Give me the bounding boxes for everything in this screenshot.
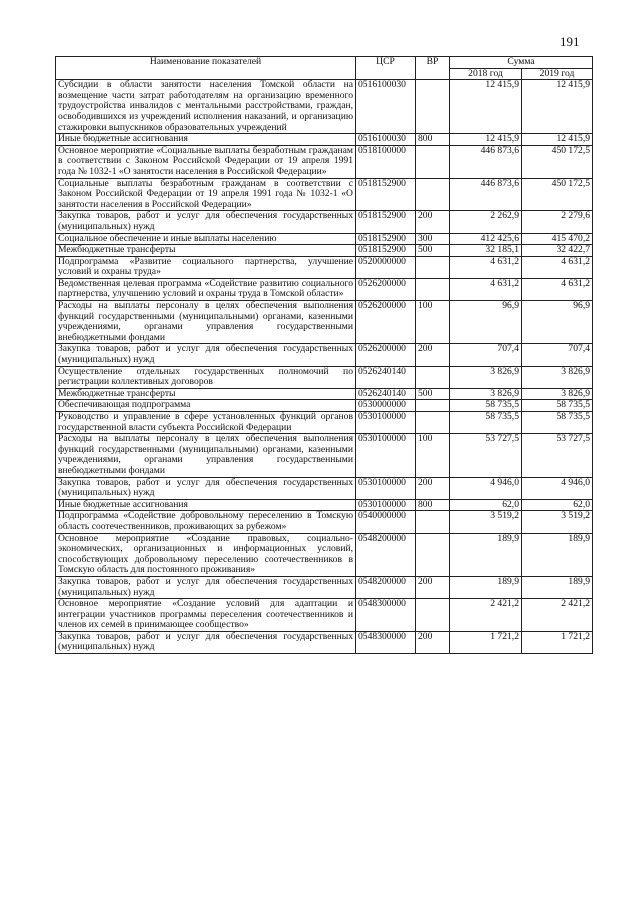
row-sum-2019: 189,9 <box>522 533 593 576</box>
row-sum-2018: 189,9 <box>450 533 522 576</box>
row-csr: 0530100000 <box>356 412 416 434</box>
row-csr: 0518152900 <box>356 245 416 257</box>
row-sum-2018: 58 735,5 <box>450 400 522 412</box>
header-csr: ЦСР <box>356 57 416 80</box>
row-vr: 200 <box>416 344 450 366</box>
row-name: Субсидии в области занятости населения Томской области на возмещение части затрат работодателям на организацию временного трудоустройства инвалидов с ментальными расстройствами, граждан, освободившихся из учреждений исполнения наказаний, и организацию стажировки выпускников образовательных учреждений <box>56 80 356 134</box>
row-name: Закупка товаров, работ и услуг для обеспечения государственных (муниципальных) нужд <box>56 211 356 233</box>
row-sum-2019: 3 826,9 <box>522 388 593 400</box>
row-vr: 500 <box>416 245 450 257</box>
row-vr: 200 <box>416 631 450 653</box>
row-name: Руководство и управление в сфере установленных функций органов государственной власти субъекта Российской Федерации <box>56 412 356 434</box>
row-csr: 0518152900 <box>356 211 416 233</box>
row-sum-2019: 4 946,0 <box>522 477 593 499</box>
row-vr: 800 <box>416 134 450 146</box>
page-number: 191 <box>560 34 580 49</box>
row-vr: 500 <box>416 388 450 400</box>
row-name: Ведомственная целевая программа «Содействие развитию социального партнерства, улучшению условий и охраны труда в Томской области» <box>56 278 356 300</box>
table-row <box>56 211 593 233</box>
table-row <box>56 134 593 146</box>
header-sum: Сумма <box>450 57 593 69</box>
row-sum-2018: 62,0 <box>450 499 522 511</box>
row-sum-2018: 707,4 <box>450 344 522 366</box>
row-csr: 0526200000 <box>356 278 416 300</box>
table-row <box>56 599 593 632</box>
header-year-2019: 2019 год <box>522 68 593 80</box>
row-name: Социальное обеспечение и иные выплаты населению <box>56 233 356 245</box>
row-csr: 0530100000 <box>356 499 416 511</box>
row-vr: 200 <box>416 211 450 233</box>
row-name: Закупка товаров, работ и услуг для обеспечения государственных (муниципальных) нужд <box>56 576 356 598</box>
row-csr: 0530100000 <box>356 477 416 499</box>
row-sum-2018: 58 735,5 <box>450 412 522 434</box>
row-vr <box>416 599 450 632</box>
row-name: Расходы на выплаты персоналу в целях обеспечения выполнения функций государственными (муниципальными) органами, казенными учреждениями, органами управления государственными внебюджетными фондами <box>56 301 356 344</box>
row-sum-2018: 12 415,9 <box>450 134 522 146</box>
row-sum-2019: 450 172,5 <box>522 178 593 211</box>
row-csr: 0518152900 <box>356 178 416 211</box>
row-vr <box>416 366 450 388</box>
header-name: Наименование показателей <box>56 57 356 80</box>
table-row <box>56 80 593 134</box>
row-csr: 0548200000 <box>356 576 416 598</box>
row-sum-2018: 3 519,2 <box>450 511 522 533</box>
row-vr: 200 <box>416 477 450 499</box>
row-sum-2018: 446 873,6 <box>450 145 522 178</box>
row-name: Основное мероприятие «Социальные выплаты безработным гражданам в соответствии с Законом Российской Федерации от 19 апреля 1991 года № 1032-1 «О занятости населения в Российской Федерации» <box>56 145 356 178</box>
row-vr <box>416 511 450 533</box>
row-sum-2019: 1 721,2 <box>522 631 593 653</box>
row-sum-2018: 3 826,9 <box>450 366 522 388</box>
table-row <box>56 477 593 499</box>
row-sum-2018: 4 631,2 <box>450 278 522 300</box>
table-row <box>56 344 593 366</box>
row-sum-2018: 412 425,6 <box>450 233 522 245</box>
table-row <box>56 245 593 257</box>
table-row <box>56 631 593 653</box>
row-csr: 0548200000 <box>356 533 416 576</box>
row-name: Межбюджетные трансферты <box>56 245 356 257</box>
row-sum-2018: 12 415,9 <box>450 80 522 134</box>
row-sum-2019: 3 519,2 <box>522 511 593 533</box>
row-sum-2019: 415 470,2 <box>522 233 593 245</box>
row-name: Подпрограмма «Развитие социального партнерства, улучшение условий и охраны труда» <box>56 256 356 278</box>
row-sum-2018: 4 631,2 <box>450 256 522 278</box>
row-name: Межбюджетные трансферты <box>56 388 356 400</box>
row-sum-2019: 2 421,2 <box>522 599 593 632</box>
row-csr: 0526200000 <box>356 344 416 366</box>
row-csr: 0526200000 <box>356 301 416 344</box>
row-sum-2019: 12 415,9 <box>522 80 593 134</box>
row-sum-2018: 1 721,2 <box>450 631 522 653</box>
table-row <box>56 499 593 511</box>
row-vr: 100 <box>416 434 450 477</box>
row-csr: 0526240140 <box>356 366 416 388</box>
row-csr: 0548300000 <box>356 599 416 632</box>
row-csr: 0530100000 <box>356 434 416 477</box>
row-csr: 0520000000 <box>356 256 416 278</box>
row-sum-2019: 53 727,5 <box>522 434 593 477</box>
row-vr: 100 <box>416 301 450 344</box>
row-name: Основное мероприятие «Создание правовых, социально-экономических, организационных и информационных условий, способствующих добровольному переселению соотечественников в Томскую область для постоянного проживания» <box>56 533 356 576</box>
row-name: Основное мероприятие «Создание условий для адаптации и интеграции участников программы переселения соотечественников и членов их семей в принимающее сообщество» <box>56 599 356 632</box>
table-row <box>56 400 593 412</box>
row-csr: 0516100030 <box>356 80 416 134</box>
row-vr: 200 <box>416 576 450 598</box>
table-row <box>56 511 593 533</box>
row-vr <box>416 145 450 178</box>
row-sum-2019: 707,4 <box>522 344 593 366</box>
row-name: Закупка товаров, работ и услуг для обеспечения государственных (муниципальных) нужд <box>56 631 356 653</box>
row-name: Осуществление отдельных государственных полномочий по регистрации коллективных договоров <box>56 366 356 388</box>
row-vr <box>416 533 450 576</box>
table-body <box>56 80 593 654</box>
budget-table <box>55 56 593 654</box>
row-csr: 0518100000 <box>356 145 416 178</box>
row-name: Иные бюджетные ассигнования <box>56 134 356 146</box>
row-name: Обеспечивающая подпрограмма <box>56 400 356 412</box>
row-sum-2019: 3 826,9 <box>522 366 593 388</box>
row-csr: 0516100030 <box>356 134 416 146</box>
row-csr: 0530000000 <box>356 400 416 412</box>
table-row <box>56 145 593 178</box>
row-vr: 300 <box>416 233 450 245</box>
row-csr: 0526240140 <box>356 388 416 400</box>
row-sum-2018: 2 421,2 <box>450 599 522 632</box>
row-sum-2018: 4 946,0 <box>450 477 522 499</box>
table-row <box>56 576 593 598</box>
row-sum-2019: 58 735,5 <box>522 412 593 434</box>
table-row <box>56 533 593 576</box>
header-vr: ВР <box>416 57 450 80</box>
row-vr: 800 <box>416 499 450 511</box>
row-sum-2019: 96,9 <box>522 301 593 344</box>
row-csr: 0540000000 <box>356 511 416 533</box>
table-row <box>56 388 593 400</box>
row-vr <box>416 400 450 412</box>
row-sum-2019: 58 735,5 <box>522 400 593 412</box>
row-sum-2019: 450 172,5 <box>522 145 593 178</box>
row-vr <box>416 178 450 211</box>
table-row <box>56 366 593 388</box>
row-name: Подпрограмма «Содействие добровольному переселению в Томскую область соотечественников, проживающих за рубежом» <box>56 511 356 533</box>
row-sum-2018: 53 727,5 <box>450 434 522 477</box>
table-row <box>56 178 593 211</box>
table-header <box>56 57 593 80</box>
row-name: Закупка товаров, работ и услуг для обеспечения государственных (муниципальных) нужд <box>56 477 356 499</box>
row-name: Иные бюджетные ассигнования <box>56 499 356 511</box>
row-sum-2018: 189,9 <box>450 576 522 598</box>
row-sum-2018: 32 185,1 <box>450 245 522 257</box>
table-row <box>56 301 593 344</box>
table-row <box>56 256 593 278</box>
row-sum-2018: 3 826,9 <box>450 388 522 400</box>
row-sum-2019: 12 415,9 <box>522 134 593 146</box>
row-sum-2018: 446 873,6 <box>450 178 522 211</box>
row-sum-2019: 4 631,2 <box>522 256 593 278</box>
row-vr <box>416 412 450 434</box>
row-vr <box>416 80 450 134</box>
row-sum-2018: 2 262,9 <box>450 211 522 233</box>
table-row <box>56 434 593 477</box>
table-row <box>56 233 593 245</box>
row-sum-2019: 4 631,2 <box>522 278 593 300</box>
row-vr <box>416 256 450 278</box>
header-year-2018: 2018 год <box>450 68 522 80</box>
row-sum-2019: 189,9 <box>522 576 593 598</box>
row-vr <box>416 278 450 300</box>
row-sum-2018: 96,9 <box>450 301 522 344</box>
table-row <box>56 278 593 300</box>
row-sum-2019: 32 422,7 <box>522 245 593 257</box>
row-sum-2019: 62,0 <box>522 499 593 511</box>
row-csr: 0548300000 <box>356 631 416 653</box>
row-name: Закупка товаров, работ и услуг для обеспечения государственных (муниципальных) нужд <box>56 344 356 366</box>
table-row <box>56 412 593 434</box>
row-name: Социальные выплаты безработным гражданам в соответствии с Законом Российской Федерации от 19 апреля 1991 года № 1032-1 «О занятости населения в Российской Федерации» <box>56 178 356 211</box>
row-name: Расходы на выплаты персоналу в целях обеспечения выполнения функций государственными (муниципальными) органами, казенными учреждениями, органами управления государственными внебюджетными фондами <box>56 434 356 477</box>
row-sum-2019: 2 279,6 <box>522 211 593 233</box>
row-csr: 0518152900 <box>356 233 416 245</box>
